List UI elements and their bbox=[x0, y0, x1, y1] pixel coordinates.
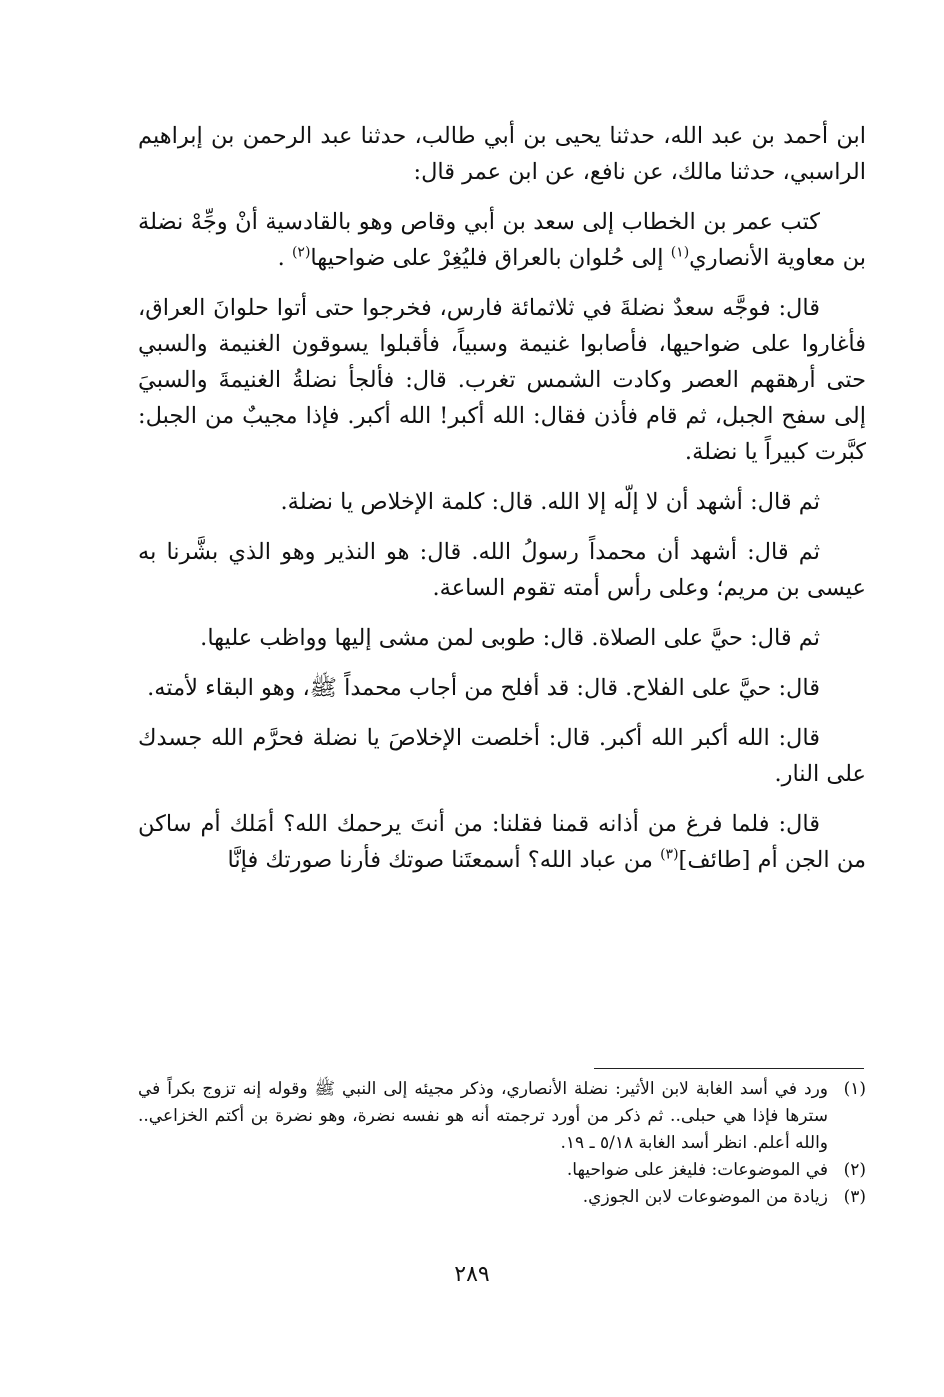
paragraph-question-end: من عباد الله؟ أسمعتَنا صوتك فأرنا صورتك فإنَّا bbox=[227, 847, 661, 873]
paragraph-salah: ثم قال: حيَّ على الصلاة. قال: طوبى لمن مشى إليها وواظب عليها. bbox=[200, 625, 820, 651]
paragraph-letter-middle: إلى حُلوان بالعراق فليُغِرْ على ضواحيها bbox=[310, 245, 671, 271]
paragraph-letter-start: كتب عمر بن الخطاب إلى سعد بن أبي وقاص وهو بالقادسية أنْ وجِّهْ نضلة بن معاوية الأنصاري bbox=[138, 209, 866, 271]
footnote-text: زيادة من الموضوعات لابن الجوزي. bbox=[582, 1187, 828, 1207]
footnotes bbox=[138, 1076, 866, 1211]
footnote-ref-1: (١) bbox=[670, 244, 690, 261]
footnote-divider bbox=[594, 1068, 864, 1069]
footnote-number: (١) bbox=[843, 1079, 866, 1099]
footnote-text: ورد في أسد الغابة لابن الأثير: نضلة الأنصاري، وذكر مجيئه إلى النبي ﷺ وقوله إنه تزوج بكراً في سترها فإذا هي حبلى.. ثم ذكر من أورد ترجمته أنه هو نفسه نضرة، وهو نضرة بن أكتم الخزاعي.. والله أعلم. انظر أسد الغابة ٥/١٨ ـ ١٩. bbox=[138, 1079, 828, 1153]
footnote-ref-2: (٢) bbox=[291, 244, 311, 261]
footnote-ref-3: (٣) bbox=[660, 846, 679, 863]
footnote-2 bbox=[138, 1157, 866, 1184]
paragraph-letter-end: . bbox=[277, 245, 292, 271]
paragraph-raid: قال: فوجَّه سعدٌ نضلةَ في ثلاثمائة فارس، فخرجوا حتى أتوا حلوانَ العراق، فأغاروا على ضواحيها، فأصابوا غنيمة وسبياً، فأقبلوا يسوقون الغنيمة والسبي حتى أرهقهم العصر وكادت الشمس تغرب. قال: فألجأ نضلةُ الغنيمةَ والسبيَ إلى سفح الجبل، ثم قام فأذن فقال: الله أكبر! الله أكبر. فإذا مجيبٌ من الجبل: كبَّرت كبيراً يا نضلة. bbox=[138, 295, 866, 465]
paragraph-question-start: قال: فلما فرغ من أذانه قمنا فقلنا: من أنتَ يرحمك الله؟ أمَلك أم ساكن من الجن أم [طائف] bbox=[138, 811, 866, 873]
footnote-text: في الموضوعات: فليغز على ضواحيها. bbox=[566, 1160, 828, 1180]
paragraph-isnad: ابن أحمد بن عبد الله، حدثنا يحيى بن أبي طالب، حدثنا عبد الرحمن بن إبراهيم الراسبي، حدثنا مالك، عن نافع، عن ابن عمر قال: bbox=[138, 123, 866, 185]
paragraph-question bbox=[138, 806, 866, 878]
footnote-number: (٢) bbox=[843, 1160, 866, 1180]
main-text bbox=[138, 118, 866, 892]
paragraph-shahada-1: ثم قال: أشهد أن لا إلّه إلا الله. قال: كلمة الإخلاص يا نضلة. bbox=[280, 489, 820, 515]
page-number: ٢٨٩ bbox=[454, 1262, 490, 1287]
paragraph-takbir: قال: الله أكبر الله أكبر. قال: أخلصت الإخلاصَ يا نضلة فحرَّم الله جسدك على النار. bbox=[138, 725, 866, 787]
footnote-3 bbox=[138, 1184, 866, 1211]
footnote-number: (٣) bbox=[843, 1187, 866, 1207]
paragraph-letter bbox=[138, 204, 866, 276]
paragraph-shahada-2: ثم قال: أشهد أن محمداً رسولُ الله. قال: هو النذير وهو الذي بشَّرنا به عيسى بن مريم؛ وعلى رأس أمته تقوم الساعة. bbox=[138, 539, 866, 601]
footnote-1 bbox=[138, 1076, 866, 1157]
paragraph-falah: قال: حيَّ على الفلاح. قال: قد أفلح من أجاب محمداً ﷺ، وهو البقاء لأمته. bbox=[147, 675, 820, 701]
